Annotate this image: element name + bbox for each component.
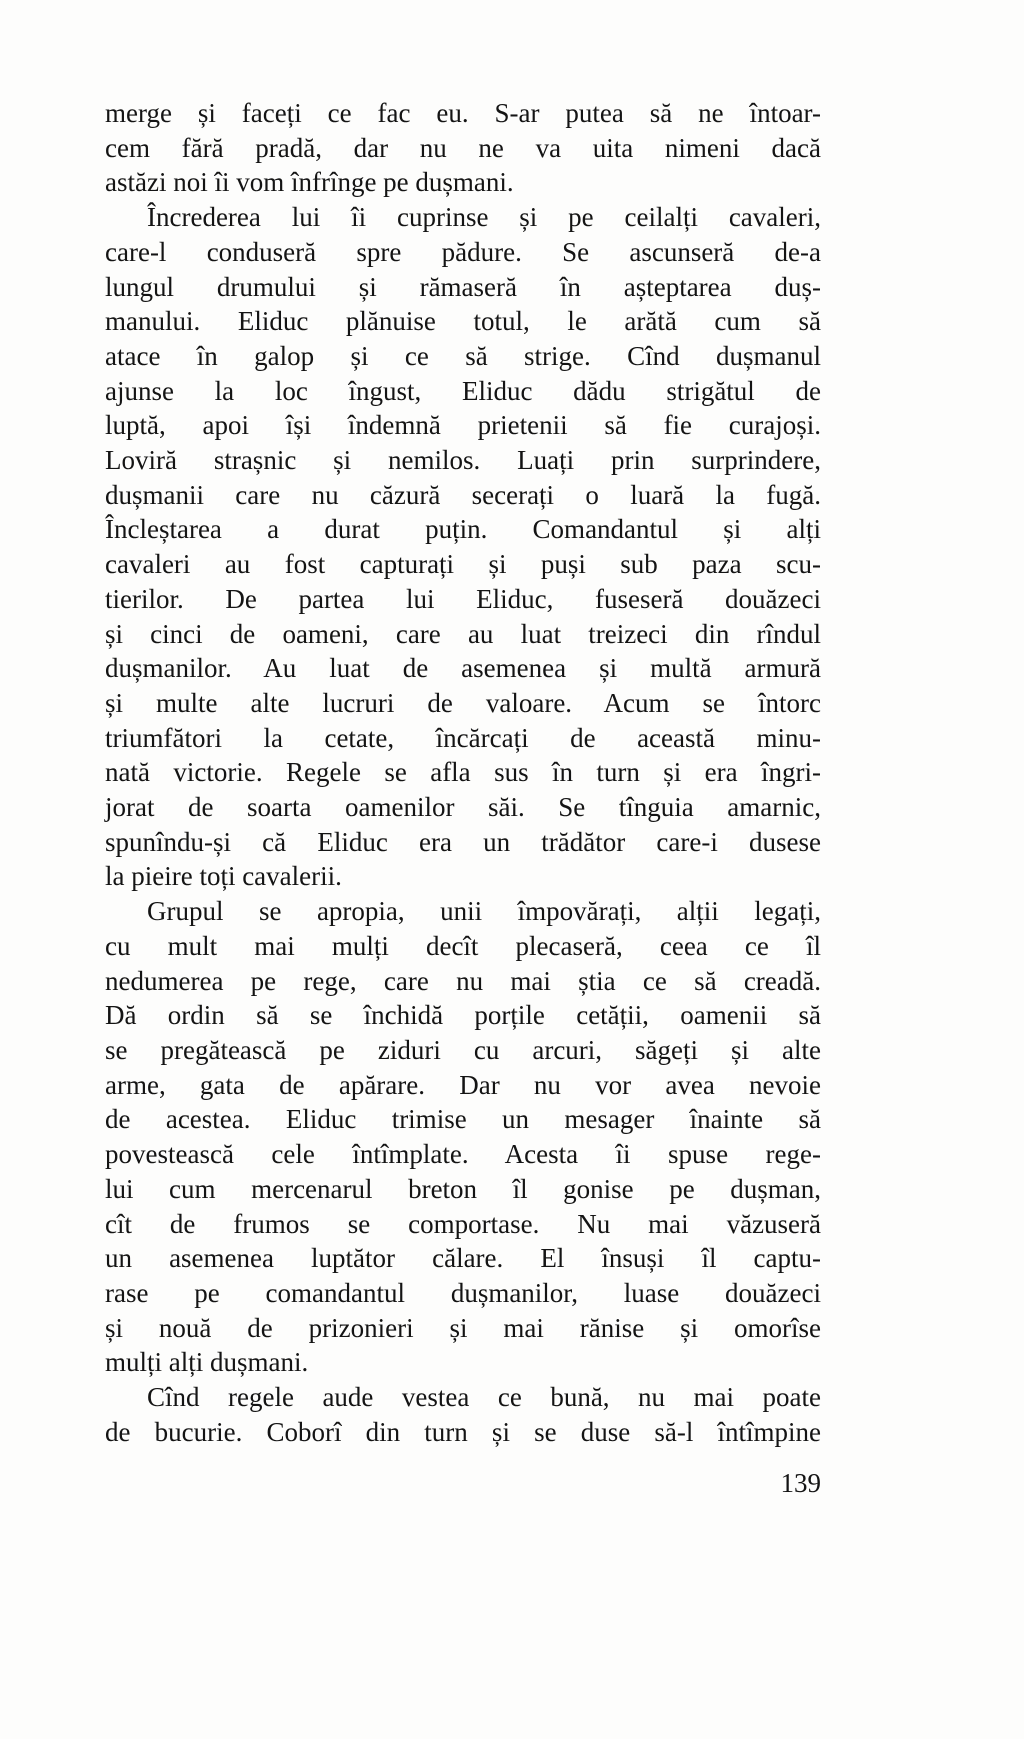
- text-line: și nouă de prizonieri și mai rănise și omorîse: [105, 1312, 821, 1343]
- text-line: care-l conduseră spre pădure. Se ascunseră de-a: [105, 236, 821, 267]
- text-line: luptă, apoi își îndemnă prietenii să fie curajoși.: [105, 410, 821, 441]
- text-line: tierilor. De partea lui Eliduc, fuseseră douăzeci: [105, 583, 821, 614]
- text-line: și multe alte lucruri de valoare. Acum se întorc: [105, 687, 821, 718]
- text-line: cu mult mai mulți decît plecaseră, ceea ce îl: [105, 930, 821, 961]
- text-line: și cinci de oameni, care au luat treizeci din rîndul: [105, 618, 821, 649]
- text-line: lungul drumului și rămaseră în așteptarea duș-: [105, 271, 821, 302]
- text-line: Dă ordin să se închidă porțile cetății, oamenii să: [105, 1000, 821, 1031]
- text-block: [105, 96, 821, 1449]
- text-line: atace în galop și ce să strige. Cînd dușmanul: [105, 340, 821, 371]
- text-line: cît de frumos se comportase. Nu mai văzuseră: [105, 1208, 821, 1239]
- text-line: merge și faceți ce fac eu. S-ar putea să ne întoar-: [105, 98, 821, 128]
- text-line: povestească cele întîmplate. Acesta îi spuse rege-: [105, 1139, 821, 1170]
- text-line: ajunse la loc îngust, Eliduc dădu strigătul de: [105, 375, 821, 406]
- text-line: de acestea. Eliduc trimise un mesager înainte să: [105, 1104, 821, 1135]
- text-line: spunîndu-și că Eliduc era un trădător care-i dusese: [105, 826, 821, 857]
- text-line: cavaleri au fost capturați și puși sub paza scu-: [105, 549, 821, 580]
- text-line: cem fără pradă, dar nu ne va uita nimeni dacă: [105, 132, 821, 163]
- text-line: arme, gata de apărare. Dar nu vor avea nevoie: [105, 1069, 821, 1100]
- text-line: dușmanii care nu căzură secerați o luară la fugă.: [105, 479, 821, 510]
- text-line: de bucurie. Coborî din turn și se duse să-l întîmpine: [105, 1416, 821, 1447]
- text-line: mulți alți dușmani.: [105, 1347, 309, 1378]
- text-line: jorat de soarta oamenilor săi. Se tînguia amarnic,: [105, 792, 821, 823]
- text-line: astăzi noi îi vom înfrînge pe dușmani.: [105, 167, 514, 198]
- text-line: manului. Eliduc plănuise totul, le arătă cum să: [105, 306, 821, 337]
- text-line: Încrederea lui îi cuprinse și pe ceilalți cavaleri,: [147, 202, 821, 233]
- text-line: lui cum mercenarul breton îl gonise pe dușman,: [105, 1173, 821, 1204]
- text-line: Loviră strașnic și nemilos. Luați prin surprindere,: [105, 445, 821, 476]
- page-number: 139: [780, 1468, 821, 1498]
- text-line: Încleștarea a durat puțin. Comandantul și alți: [105, 514, 821, 545]
- text-line: Cînd regele aude vestea ce bună, nu mai poate: [147, 1382, 821, 1413]
- text-line: rase pe comandantul dușmanilor, luase douăzeci: [105, 1277, 821, 1308]
- text-line: triumfători la cetate, încărcați de această minu-: [105, 722, 821, 753]
- text-line: Grupul se apropia, unii împovărați, alții legați,: [147, 896, 821, 927]
- text-line: nedumerea pe rege, care nu mai știa ce să creadă.: [105, 965, 821, 996]
- text-line: dușmanilor. Au luat de asemenea și multă armură: [105, 653, 821, 684]
- text-line: se pregătească pe ziduri cu arcuri, săgeți și alte: [105, 1034, 821, 1065]
- text-line: la pieire toți cavalerii.: [105, 861, 342, 892]
- text-line: un asemenea luptător călare. El însuși îl captu-: [105, 1243, 821, 1274]
- text-line: nată victorie. Regele se afla sus în turn și era îngri-: [105, 757, 821, 788]
